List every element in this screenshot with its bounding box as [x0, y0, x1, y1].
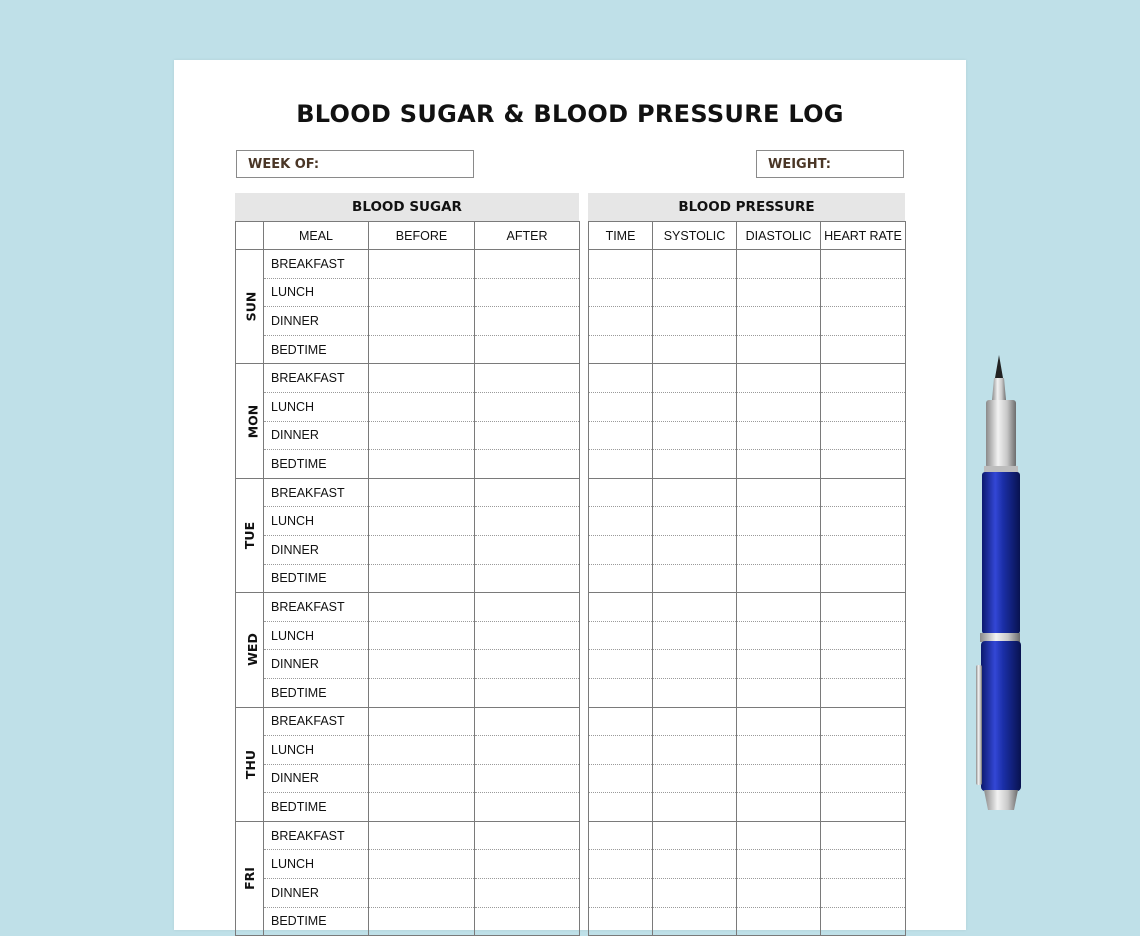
- meal-label: BEDTIME: [264, 907, 369, 936]
- table-row: [236, 850, 580, 879]
- heart-rate-cell[interactable]: [821, 650, 906, 679]
- after-cell[interactable]: [475, 392, 580, 421]
- table-row: [236, 250, 580, 279]
- table-row: [236, 707, 580, 736]
- heart-rate-cell[interactable]: [821, 535, 906, 564]
- systolic-cell[interactable]: [653, 707, 737, 736]
- blood-sugar-heading: BLOOD SUGAR: [235, 193, 579, 221]
- after-cell[interactable]: [475, 564, 580, 593]
- heart-rate-column-header: HEART RATE: [821, 222, 906, 250]
- before-cell[interactable]: [369, 793, 475, 822]
- time-cell[interactable]: [589, 621, 653, 650]
- table-row: [589, 907, 906, 936]
- meal-label: BREAKFAST: [264, 478, 369, 507]
- day-cell: [236, 821, 264, 935]
- table-row: [236, 421, 580, 450]
- before-cell[interactable]: [369, 678, 475, 707]
- table-row: [589, 278, 906, 307]
- meal-label: LUNCH: [264, 736, 369, 765]
- systolic-cell[interactable]: [653, 535, 737, 564]
- table-row: [589, 478, 906, 507]
- time-cell[interactable]: [589, 450, 653, 479]
- table-row: [236, 621, 580, 650]
- systolic-cell[interactable]: [653, 564, 737, 593]
- table-row: [236, 593, 580, 622]
- time-column-header: TIME: [589, 222, 653, 250]
- time-cell[interactable]: [589, 793, 653, 822]
- page-title: BLOOD SUGAR & BLOOD PRESSURE LOG: [296, 100, 844, 128]
- heart-rate-cell[interactable]: [821, 793, 906, 822]
- systolic-cell[interactable]: [653, 736, 737, 765]
- before-cell[interactable]: [369, 821, 475, 850]
- time-cell[interactable]: [589, 421, 653, 450]
- after-column-header: AFTER: [475, 222, 580, 250]
- after-cell[interactable]: [475, 250, 580, 279]
- before-cell[interactable]: [369, 564, 475, 593]
- diastolic-cell[interactable]: [737, 879, 821, 908]
- log-sheet: [174, 60, 966, 930]
- before-cell[interactable]: [369, 478, 475, 507]
- after-cell[interactable]: [475, 507, 580, 536]
- meal-label: BREAKFAST: [264, 707, 369, 736]
- diastolic-cell[interactable]: [737, 650, 821, 679]
- diastolic-cell[interactable]: [737, 907, 821, 936]
- diastolic-cell[interactable]: [737, 478, 821, 507]
- before-cell[interactable]: [369, 335, 475, 364]
- after-cell[interactable]: [475, 335, 580, 364]
- time-cell[interactable]: [589, 764, 653, 793]
- time-cell[interactable]: [589, 364, 653, 393]
- systolic-cell[interactable]: [653, 335, 737, 364]
- heart-rate-cell[interactable]: [821, 507, 906, 536]
- blood-sugar-table: [235, 221, 580, 936]
- after-cell[interactable]: [475, 736, 580, 765]
- blood-pressure-heading: BLOOD PRESSURE: [588, 193, 905, 221]
- systolic-column-header: SYSTOLIC: [653, 222, 737, 250]
- heart-rate-cell[interactable]: [821, 564, 906, 593]
- after-cell[interactable]: [475, 364, 580, 393]
- before-cell[interactable]: [369, 507, 475, 536]
- time-cell[interactable]: [589, 678, 653, 707]
- before-cell[interactable]: [369, 593, 475, 622]
- diastolic-cell[interactable]: [737, 850, 821, 879]
- table-row: [236, 764, 580, 793]
- meal-label: DINNER: [264, 764, 369, 793]
- diastolic-cell[interactable]: [737, 535, 821, 564]
- systolic-cell[interactable]: [653, 879, 737, 908]
- table-row: [589, 335, 906, 364]
- diastolic-cell[interactable]: [737, 764, 821, 793]
- diastolic-cell[interactable]: [737, 593, 821, 622]
- meal-label: LUNCH: [264, 621, 369, 650]
- before-cell[interactable]: [369, 250, 475, 279]
- table-row: [236, 535, 580, 564]
- before-cell[interactable]: [369, 907, 475, 936]
- table-row: [236, 507, 580, 536]
- after-cell[interactable]: [475, 621, 580, 650]
- before-column-header: BEFORE: [369, 222, 475, 250]
- week-of-label: WEEK OF:: [248, 157, 320, 172]
- weight-label: WEIGHT:: [768, 157, 831, 172]
- meal-label: BREAKFAST: [264, 250, 369, 279]
- systolic-cell[interactable]: [653, 907, 737, 936]
- day-label: TUE: [242, 521, 258, 550]
- before-cell[interactable]: [369, 307, 475, 336]
- heart-rate-cell[interactable]: [821, 392, 906, 421]
- time-cell[interactable]: [589, 307, 653, 336]
- meal-label: BEDTIME: [264, 678, 369, 707]
- table-row: [589, 764, 906, 793]
- meal-label: BREAKFAST: [264, 821, 369, 850]
- heart-rate-cell[interactable]: [821, 821, 906, 850]
- after-cell[interactable]: [475, 535, 580, 564]
- table-row: [236, 478, 580, 507]
- table-row: [589, 736, 906, 765]
- table-row: [589, 678, 906, 707]
- day-label: MON: [245, 404, 261, 438]
- after-cell[interactable]: [475, 793, 580, 822]
- diastolic-cell[interactable]: [737, 678, 821, 707]
- before-cell[interactable]: [369, 421, 475, 450]
- time-cell[interactable]: [589, 879, 653, 908]
- time-cell[interactable]: [589, 478, 653, 507]
- time-cell[interactable]: [589, 736, 653, 765]
- table-row: [589, 593, 906, 622]
- systolic-cell[interactable]: [653, 850, 737, 879]
- diastolic-cell[interactable]: [737, 707, 821, 736]
- systolic-cell[interactable]: [653, 764, 737, 793]
- after-cell[interactable]: [475, 421, 580, 450]
- meal-label: BREAKFAST: [264, 593, 369, 622]
- diastolic-cell[interactable]: [737, 364, 821, 393]
- table-row: [236, 907, 580, 936]
- heart-rate-cell[interactable]: [821, 707, 906, 736]
- heart-rate-cell[interactable]: [821, 593, 906, 622]
- after-cell[interactable]: [475, 907, 580, 936]
- meal-label: LUNCH: [264, 850, 369, 879]
- after-cell[interactable]: [475, 450, 580, 479]
- meal-label: DINNER: [264, 879, 369, 908]
- systolic-cell[interactable]: [653, 450, 737, 479]
- before-cell[interactable]: [369, 707, 475, 736]
- diastolic-cell[interactable]: [737, 793, 821, 822]
- table-row: [236, 450, 580, 479]
- after-cell[interactable]: [475, 879, 580, 908]
- after-cell[interactable]: [475, 307, 580, 336]
- after-cell[interactable]: [475, 650, 580, 679]
- diastolic-cell[interactable]: [737, 736, 821, 765]
- systolic-cell[interactable]: [653, 364, 737, 393]
- table-row: [589, 621, 906, 650]
- before-cell[interactable]: [369, 650, 475, 679]
- time-cell[interactable]: [589, 821, 653, 850]
- systolic-cell[interactable]: [653, 478, 737, 507]
- table-row: [589, 392, 906, 421]
- table-row: [589, 364, 906, 393]
- after-cell[interactable]: [475, 478, 580, 507]
- time-cell[interactable]: [589, 593, 653, 622]
- table-row: [589, 507, 906, 536]
- heart-rate-cell[interactable]: [821, 335, 906, 364]
- after-cell[interactable]: [475, 821, 580, 850]
- table-row: [236, 678, 580, 707]
- before-cell[interactable]: [369, 364, 475, 393]
- table-row: [589, 250, 906, 279]
- diastolic-cell[interactable]: [737, 564, 821, 593]
- heart-rate-cell[interactable]: [821, 907, 906, 936]
- systolic-cell[interactable]: [653, 650, 737, 679]
- systolic-cell[interactable]: [653, 821, 737, 850]
- systolic-cell[interactable]: [653, 793, 737, 822]
- day-cell: [236, 478, 264, 592]
- before-cell[interactable]: [369, 392, 475, 421]
- after-cell[interactable]: [475, 678, 580, 707]
- heart-rate-cell[interactable]: [821, 450, 906, 479]
- after-cell[interactable]: [475, 764, 580, 793]
- after-cell[interactable]: [475, 850, 580, 879]
- table-row: [236, 364, 580, 393]
- diastolic-cell[interactable]: [737, 621, 821, 650]
- table-row: [589, 821, 906, 850]
- diastolic-column-header: DIASTOLIC: [737, 222, 821, 250]
- diastolic-cell[interactable]: [737, 450, 821, 479]
- systolic-cell[interactable]: [653, 621, 737, 650]
- table-row: [589, 421, 906, 450]
- heart-rate-cell[interactable]: [821, 879, 906, 908]
- systolic-cell[interactable]: [653, 307, 737, 336]
- after-cell[interactable]: [475, 278, 580, 307]
- table-row: [236, 879, 580, 908]
- meal-label: DINNER: [264, 650, 369, 679]
- day-cell: [236, 250, 264, 364]
- time-cell[interactable]: [589, 650, 653, 679]
- table-row: [589, 450, 906, 479]
- table-row: [236, 278, 580, 307]
- before-cell[interactable]: [369, 850, 475, 879]
- table-row: [236, 736, 580, 765]
- heart-rate-cell[interactable]: [821, 678, 906, 707]
- meal-label: BEDTIME: [264, 450, 369, 479]
- day-cell: [236, 364, 264, 478]
- heart-rate-cell[interactable]: [821, 764, 906, 793]
- diastolic-cell[interactable]: [737, 307, 821, 336]
- table-row: [589, 564, 906, 593]
- time-cell[interactable]: [589, 564, 653, 593]
- after-cell[interactable]: [475, 707, 580, 736]
- table-row: [589, 307, 906, 336]
- table-row: [236, 392, 580, 421]
- heart-rate-cell[interactable]: [821, 421, 906, 450]
- time-cell[interactable]: [589, 250, 653, 279]
- before-cell[interactable]: [369, 879, 475, 908]
- table-row: [236, 793, 580, 822]
- fountain-pen-image: [966, 350, 1036, 820]
- table-row: [589, 707, 906, 736]
- time-cell[interactable]: [589, 850, 653, 879]
- meal-label: LUNCH: [264, 507, 369, 536]
- time-cell[interactable]: [589, 507, 653, 536]
- diastolic-cell[interactable]: [737, 821, 821, 850]
- table-row: [589, 879, 906, 908]
- heart-rate-cell[interactable]: [821, 250, 906, 279]
- day-cell: [236, 593, 264, 707]
- systolic-cell[interactable]: [653, 421, 737, 450]
- meal-label: BEDTIME: [264, 564, 369, 593]
- meal-column-header: MEAL: [264, 222, 369, 250]
- meal-label: BREAKFAST: [264, 364, 369, 393]
- time-cell[interactable]: [589, 392, 653, 421]
- meal-label: LUNCH: [264, 278, 369, 307]
- diastolic-cell[interactable]: [737, 421, 821, 450]
- time-cell[interactable]: [589, 278, 653, 307]
- systolic-cell[interactable]: [653, 507, 737, 536]
- table-row: [236, 307, 580, 336]
- before-cell[interactable]: [369, 450, 475, 479]
- time-cell[interactable]: [589, 535, 653, 564]
- systolic-cell[interactable]: [653, 278, 737, 307]
- heart-rate-cell[interactable]: [821, 364, 906, 393]
- diastolic-cell[interactable]: [737, 507, 821, 536]
- diastolic-cell[interactable]: [737, 278, 821, 307]
- table-row: [236, 564, 580, 593]
- time-cell[interactable]: [589, 907, 653, 936]
- day-label: SUN: [243, 291, 259, 322]
- day-cell: [236, 707, 264, 821]
- day-label: THU: [243, 749, 259, 779]
- meal-label: BEDTIME: [264, 335, 369, 364]
- before-cell[interactable]: [369, 621, 475, 650]
- time-cell[interactable]: [589, 335, 653, 364]
- table-row: [236, 821, 580, 850]
- systolic-cell[interactable]: [653, 392, 737, 421]
- before-cell[interactable]: [369, 278, 475, 307]
- before-cell[interactable]: [369, 736, 475, 765]
- diastolic-cell[interactable]: [737, 250, 821, 279]
- systolic-cell[interactable]: [653, 678, 737, 707]
- diastolic-cell[interactable]: [737, 392, 821, 421]
- table-row: [589, 535, 906, 564]
- table-row: [589, 650, 906, 679]
- day-label: FRI: [241, 867, 257, 890]
- time-cell[interactable]: [589, 707, 653, 736]
- heart-rate-cell[interactable]: [821, 278, 906, 307]
- meal-label: DINNER: [264, 421, 369, 450]
- meal-label: LUNCH: [264, 392, 369, 421]
- blood-pressure-table: [588, 221, 906, 936]
- meal-label: BEDTIME: [264, 793, 369, 822]
- weight-field[interactable]: [756, 150, 904, 178]
- before-cell[interactable]: [369, 535, 475, 564]
- table-row: [589, 793, 906, 822]
- meal-label: DINNER: [264, 535, 369, 564]
- heart-rate-cell[interactable]: [821, 850, 906, 879]
- heart-rate-cell[interactable]: [821, 736, 906, 765]
- before-cell[interactable]: [369, 764, 475, 793]
- systolic-cell[interactable]: [653, 593, 737, 622]
- table-row: [236, 335, 580, 364]
- week-of-field[interactable]: [236, 150, 474, 178]
- systolic-cell[interactable]: [653, 250, 737, 279]
- day-column-header: [236, 222, 264, 250]
- meal-label: DINNER: [264, 307, 369, 336]
- table-row: [236, 650, 580, 679]
- day-label: WED: [244, 633, 260, 667]
- heart-rate-cell[interactable]: [821, 621, 906, 650]
- heart-rate-cell[interactable]: [821, 307, 906, 336]
- heart-rate-cell[interactable]: [821, 478, 906, 507]
- diastolic-cell[interactable]: [737, 335, 821, 364]
- table-row: [589, 850, 906, 879]
- after-cell[interactable]: [475, 593, 580, 622]
